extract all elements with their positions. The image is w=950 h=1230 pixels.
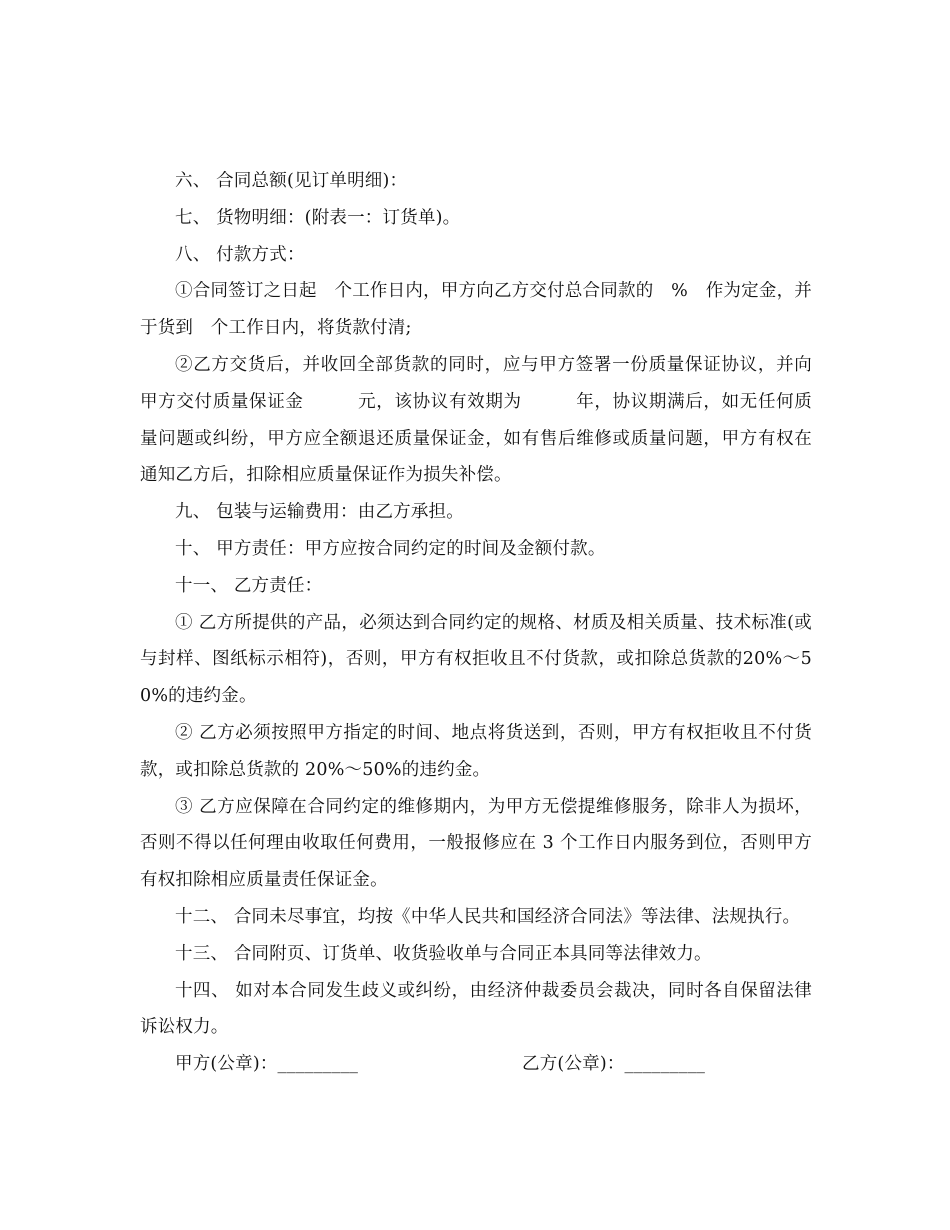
contract-body: [140, 163, 830, 1083]
clause-8-item-2: ②乙方交货后，并收回全部货款的同时，应与甲方签署一份质量保证协议，并向甲方交付质量保证金 元，该协议有效期为 年，协议期满后，如无任何质量问题或纠纷，甲方应全额退还质量保证金，如有售后维修或质量问题，甲方有权在通知乙方后，扣除相应质量保证作为损失补偿。: [140, 354, 812, 486]
clause-8-payment-method: 八、 付款方式：: [175, 244, 305, 265]
party-a-seal-line: 甲方(公章)：_________: [175, 1054, 359, 1075]
clause-9-packaging-transport: 九、 包装与运输费用：由乙方承担。: [175, 502, 464, 523]
clause-11-item-2: ② 乙方必须按照甲方指定的时间、地点将货送到，否则，甲方有权拒收且不付货款，或扣除总货款的 20%～50%的违约金。: [140, 722, 812, 780]
clause-10-party-a-duty: 十、 甲方责任：甲方应按合同约定的时间及金额付款。: [175, 538, 606, 559]
clause-11-item-1: ① 乙方所提供的产品，必须达到合同约定的规格、材质及相关质量、技术标准(或与封样、图纸标示相符)，否则，甲方有权拒收且不付货款，或扣除总货款的20%～50%的违约金。: [140, 612, 812, 707]
clause-11-item-3: ③ 乙方应保障在合同约定的维修期内，为甲方无偿提维修服务，除非人为损坏，否则不得以任何理由收取任何费用，一般报修应在 3 个工作日内服务到位，否则甲方有权扣除相应质量责任保证金。: [140, 796, 812, 891]
clause-14-disputes: 十四、 如对本合同发生歧义或纠纷，由经济仲裁委员会裁决，同时各自保留法律 诉讼权力。: [140, 980, 830, 1038]
clause-11-party-b-duty: 十一、 乙方责任：: [175, 575, 323, 596]
clause-7-goods-details: 七、 货物明细：(附表一：订货单)。: [175, 207, 461, 228]
party-b-seal-line: 乙方(公章)：_________: [522, 1054, 706, 1075]
clause-13-legal-effect: 十三、 合同附页、订货单、收货验收单与合同正本具同等法律效力。: [175, 943, 712, 964]
clause-8-item-1: ①合同签订之日起 个工作日内，甲方向乙方交付总合同款的 % 作为定金，并于货到 个工作日内，将货款付清;: [140, 281, 812, 339]
clause-6-contract-total: 六、 合同总额(见订单明细)：: [175, 171, 408, 191]
signature-row: [140, 1046, 812, 1083]
clause-12-unresolved-matters: 十二、 合同未尽事宜，均按《中华人民共和国经济合同法》等法律、法规执行。: [175, 906, 801, 927]
